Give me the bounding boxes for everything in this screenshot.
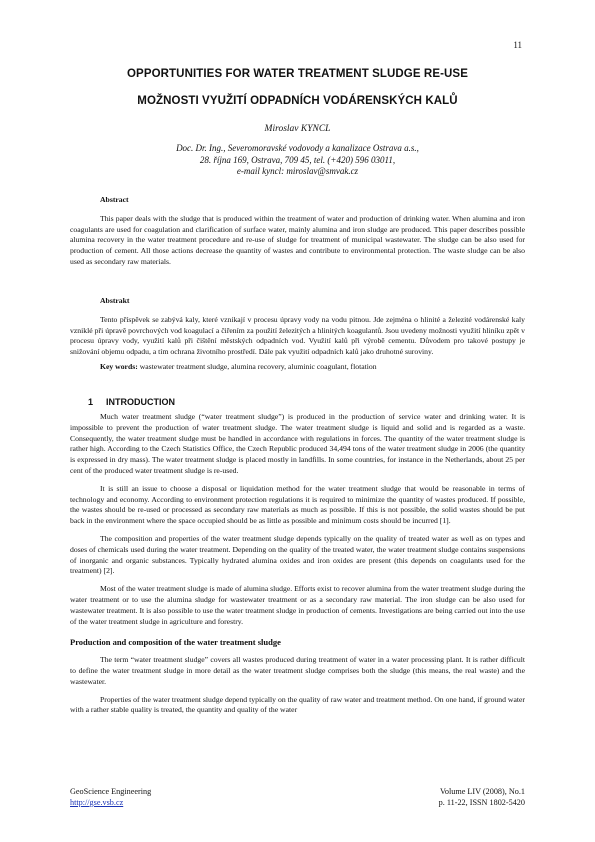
footer-left: [70, 786, 151, 808]
abstract-english: [70, 195, 525, 275]
volume-info: Volume LIV (2008), No.1: [440, 787, 525, 796]
paragraph: Properties of the water treatment sludge depend typically on the quality of raw water and treatment method. On one hand, if ground water with a rather stable quality is treated, the quantity and quality of the water: [70, 694, 525, 715]
keywords: [100, 362, 525, 373]
title-english: OPPORTUNITIES FOR WATER TREATMENT SLUDGE RE-USE: [127, 68, 468, 80]
section-heading-introduction: [88, 397, 175, 407]
main-text: [70, 412, 525, 723]
keywords-label: Key words:: [100, 361, 138, 371]
abstract-label: Abstract: [100, 195, 129, 204]
affiliation-line: Doc. Dr. Ing., Severomoravské vodovody a kanalizace Ostrava a.s.,: [176, 143, 419, 153]
paragraph: The composition and properties of the water treatment sludge depends typically on the quality of treated water as well as on types and doses of chemicals used during the water treatment. Depending on the quality of the treated water, the water treatment sludge contains suspensions of inorganic and organic substances. Typically hydrated alumina oxides and iron oxides are present (this depends on coagulants used for the treatment) [2].: [70, 533, 525, 576]
abstract-czech: [70, 296, 525, 373]
section-title: INTRODUCTION: [106, 397, 175, 407]
affiliation-email: e-mail kyncl: miroslav@smvak.cz: [236, 166, 359, 177]
paragraph: Much water treatment sludge (“water treatment sludge”) is produced in the production of service water and drinking water. It is impossible to prevent the production of water treatment sludge. The water treatment sludge is liquid and solid and is regarded as a waste. Consequently, the water treatment sludge must be handled in accordance with regulations in forces. The quantity of the water treatment sludge is rather high. According to the Czech Statistics Office, the Czech Republic produced 34,494 tons of the water treatment sludge in 2006 (the quantity is expressed in dry mass). The water treatment sludge is placed mostly in landfills. In some countries, for instance in the Netherlands, about 25 per cent of the produced water treatment sludge is re-used.: [70, 412, 525, 475]
paragraph: The term “water treatment sludge” covers all wastes produced during treatment of water in a water processing plant. It is rather difficult to define the water treatment sludge in more detail as the water treatment sludge comprises both the sludge (this means, the real waste) and the wastewater.: [70, 655, 525, 686]
keywords-text: wastewater treatment sludge, alumina recovery, aluminic coagulant, flotation: [139, 361, 377, 371]
affiliation-line: 28. října 169, Ostrava, 709 45, tel. (+420) 596 03011,: [199, 154, 396, 165]
paragraph: It is still an issue to choose a disposal or liquidation method for the water treatment sludge that would be reasonable in terms of technology and economy. According to environment protection regulations it is required to minimize the quantity of wastes produced. If possible, the wastes should be re-used or processed as secondary raw materials as much as possible. If this is not possible, the solid wastes should be put back in the environment where the space occupied should be as little as possible and minimum costs should be incurred [1].: [70, 483, 525, 526]
author-name: Miroslav KYNCL: [264, 124, 331, 134]
paragraph: Most of the water treatment sludge is made of alumina sludge. Efforts exist to recover alumina from the water treatment sludge during the water treatment or to use the alumina sludge for wastewater treatment or as a secondary raw material. The iron sludge can be also used for wastewater treatment. It is also possible to use the water treatment sludge in production of cements. Investigations are being carried out into the use of the water treatment sludge in agriculture and forestry.: [70, 584, 525, 626]
title-czech: MOŽNOSTI VYUŽITÍ ODPADNÍCH VODÁRENSKÝCH KALŮ: [137, 95, 458, 107]
footer-right: [439, 786, 525, 808]
journal-link[interactable]: http://gse.vsb.cz: [70, 798, 124, 807]
subsection-heading: Production and composition of the water treatment sludge: [70, 637, 281, 648]
abstrakt-label: Abstrakt: [100, 296, 130, 305]
abstrakt-text: Tento příspěvek se zabývá kaly, které vznikají v procesu úpravy vody na vodu pitnou. Jde zejména o hlinité a železité vodárenské kaly vzniklé při úpravě povrchových vod koagulací a čiřením za použití železitých a hlinitých koagulantů. Jsou uvedeny možnosti využití hliníku zpět v procesu úpravy vody, využití kalů při čištění městských odpadních vod. Využití kalů při výrobě cementu. Důvodem pro takové postupy je snižování objemu odpadu, a tím ochrana životního prostředí. Dále pak využití odpadních kalů jako druhotné suroviny.: [70, 314, 525, 357]
journal-name: GeoScience Engineering: [70, 787, 152, 796]
pages-issn: p. 11-22, ISSN 1802-5420: [438, 798, 525, 807]
author-affiliation: [70, 143, 525, 178]
abstract-text: This paper deals with the sludge that is produced within the treatment of water and production of drinking water. When alumina and iron coagulants are used for coagulation and clarification of surface water, mainly alumina and iron sludge are produced. This paper describes possible alumina recovery in the water treatment procedure and re-use of sludge for treatment of municipal wastewater. The sludge can be also used for production of cement. All those actions decrease the quantity of wastes and contribute to environmental protection. The waste sludge can be also used as secondary raw materials.: [70, 213, 525, 266]
page-number: 11: [513, 40, 522, 50]
section-number: 1: [88, 397, 94, 407]
